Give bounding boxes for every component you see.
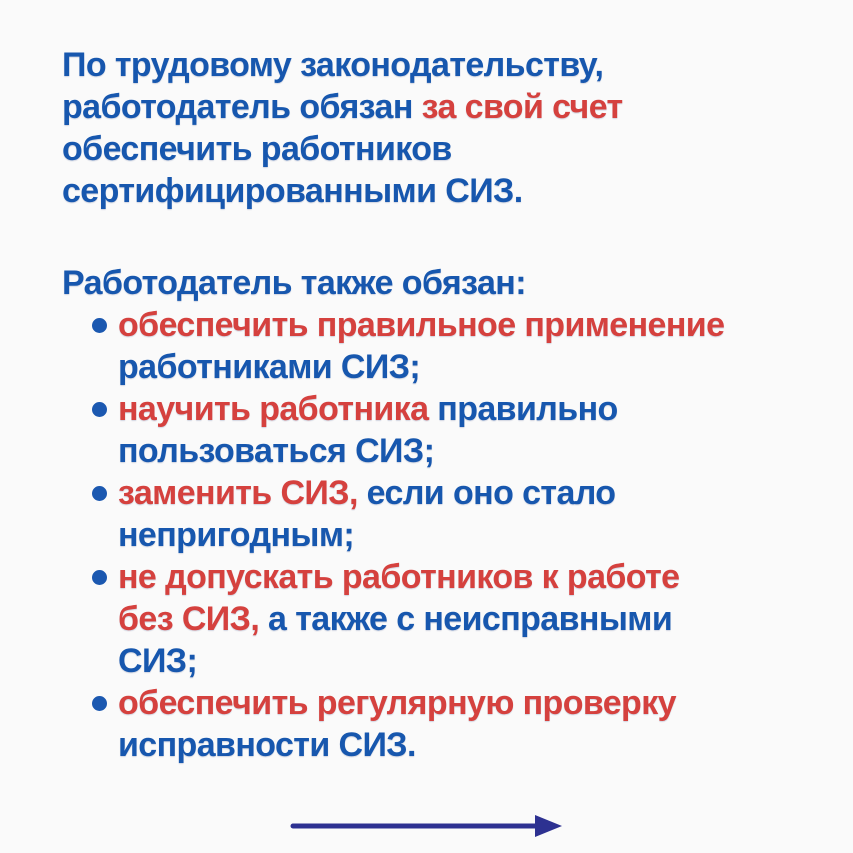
obligation-item: [62, 472, 813, 556]
text-segment: пользоваться СИЗ;: [118, 432, 435, 470]
text-segment: обеспечить правильное применение: [118, 306, 725, 344]
text-line: [118, 514, 813, 556]
text-line: [118, 388, 813, 430]
next-arrow-button[interactable]: [0, 811, 853, 841]
bullet-dot-icon: [92, 486, 107, 501]
text-segment: не допускать работников к работе: [118, 558, 680, 596]
intro-paragraph: [62, 44, 813, 212]
obligations-list: [62, 304, 813, 766]
right-arrow-icon: [290, 811, 564, 841]
obligations-heading: Работодатель также обязан:: [62, 264, 526, 302]
text-segment: без СИЗ,: [118, 600, 260, 638]
text-segment: обеспечить работников: [62, 130, 452, 168]
text-segment: за свой счет: [421, 88, 623, 126]
text-segment: правильно: [428, 390, 618, 428]
bullet-dot-icon: [92, 402, 107, 417]
text-line: [118, 346, 813, 388]
text-line: [118, 724, 813, 766]
obligation-item: [62, 556, 813, 682]
bullet-dot-icon: [92, 570, 107, 585]
text-line: [118, 598, 813, 640]
text-segment: если оно стало: [357, 474, 616, 512]
text-segment: заменить СИЗ,: [118, 474, 358, 512]
bullet-dot-icon: [92, 696, 107, 711]
text-line: [118, 682, 813, 724]
text-line: [118, 640, 813, 682]
text-segment: обеспечить регулярную проверку: [118, 684, 676, 722]
obligation-item: [62, 682, 813, 766]
obligation-item: [62, 304, 813, 388]
text-segment: СИЗ;: [118, 642, 198, 680]
text-line: [118, 304, 813, 346]
text-line: [62, 44, 813, 86]
text-segment: непригодным;: [118, 516, 355, 554]
text-line: [62, 86, 813, 128]
text-segment: исправности СИЗ.: [118, 726, 416, 764]
text-line: [62, 170, 813, 212]
text-line: [118, 556, 813, 598]
obligation-item: [62, 388, 813, 472]
text-line: [118, 430, 813, 472]
text-segment: научить работника: [118, 390, 429, 428]
text-segment: работниками СИЗ;: [118, 348, 421, 386]
text-segment: работодатель обязан: [62, 88, 422, 126]
text-segment: По трудовому законодательству,: [62, 46, 604, 84]
text-line: [62, 128, 813, 170]
text-line: [118, 472, 813, 514]
bullet-dot-icon: [92, 318, 107, 333]
text-segment: сертифицированными СИЗ.: [62, 172, 523, 210]
text-segment: а также с неисправными: [259, 600, 673, 638]
